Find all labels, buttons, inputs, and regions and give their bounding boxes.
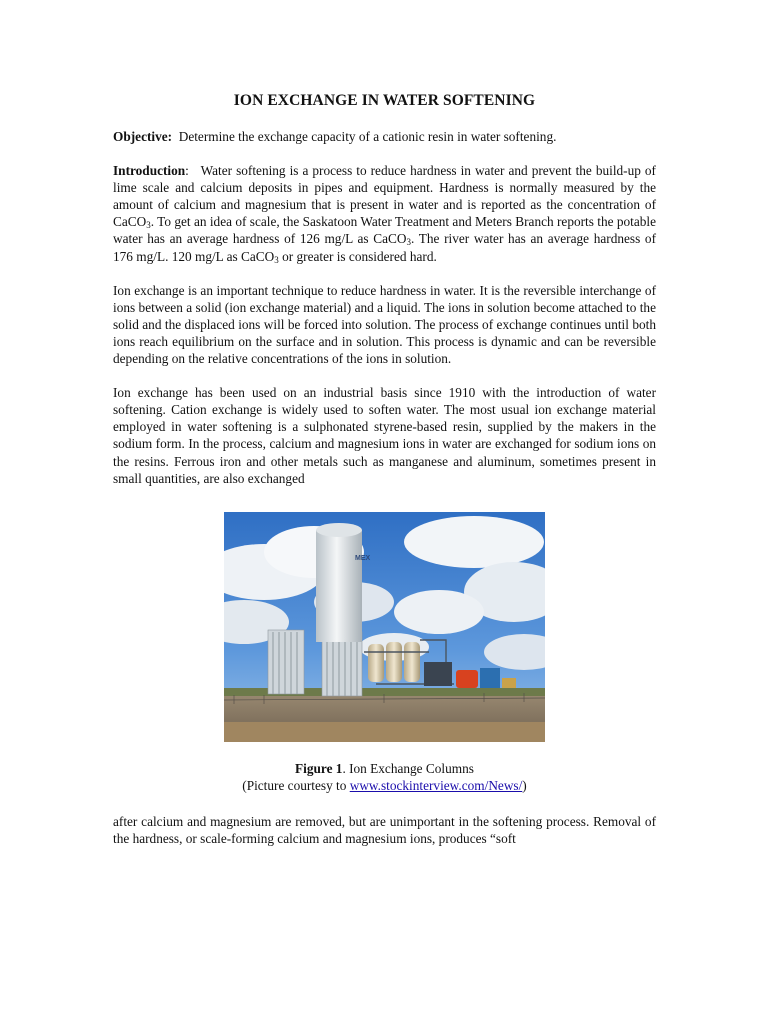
objective-paragraph [113,128,656,145]
figure-caption-title [242,760,526,777]
history-paragraph: Ion exchange has been used on an industrial basis since 1910 with the introduction of water softening. Cation exchange is widely used to soften water. The most usual ion exchange material employed in water softening is a sulphonated styrene-based resin, supplied by the makers in the sodium form. In the process, calcium and magnesium ions in water are exchanged for sodium ions on the resins. Ferrous iron and other metals such as manganese and aluminum, sometimes present in small quantities, are also exchanged [113,385,656,486]
objective-label: Objective: [113,129,173,144]
document-title: ION EXCHANGE IN WATER SOFTENING [233,92,536,109]
credit-prefix: (Picture courtesy to [242,777,350,793]
silo-logo-text: MEX [355,554,371,562]
subscript-3: 3 [274,254,279,265]
document-page [113,92,656,847]
introduction-label: Introduction [113,163,186,179]
ion-exchange-columns-photo [224,512,545,742]
introduction-text-4: or greater is considered hard. [278,248,437,264]
introduction-text-3: . The river water has an average hardness of 176 mg/L. 120 mg/L as CaCO [113,231,656,264]
figure-credit [242,777,526,794]
introduction-paragraph [113,162,656,265]
objective-text: Determine the exchange capacity of a cationic resin in water softening. [178,129,557,144]
introduction-colon: : [185,163,189,179]
credit-link[interactable]: www.stockinterview.com/News/ [349,777,523,793]
figure-label: Figure 1 [295,760,343,776]
introduction-text-1: Water softening is a process to reduce hardness in water and prevent the build-up of lime scale and calcium deposits in pipes and equipment. Hardness is normally measured by the amount of calcium and magnesium that is present in water and is reported as the concentration of CaCO [113,163,656,230]
subscript-3: 3 [406,237,411,248]
continuation-paragraph: after calcium and magnesium are removed, but are unimportant in the softening process. Removal of the hardness, or scale-forming calcium and magnesium ions, produces “soft [113,813,656,846]
figure-caption [242,760,526,794]
figure-title: . Ion Exchange Columns [342,760,474,776]
credit-suffix: ) [522,777,527,793]
ion-exchange-paragraph: Ion exchange is an important technique to reduce hardness in water. It is the reversible interchange of ions between a solid (ion exchange material) and a liquid. The ions in solution become attached to the solid and the displaced ions will be forced into solution. The process of exchange continues until both ions reach equilibrium on the surface and in solution. This process is dynamic and can be reversible depending on the relative concentrations of the ions in solution. [113,282,656,367]
subscript-3: 3 [146,220,151,231]
introduction-text-2: . To get an idea of scale, the Saskatoon Water Treatment and Meters Branch reports the potable water has an average hardness of 126 mg/L as CaCO [113,214,656,247]
figure-1 [113,512,656,794]
